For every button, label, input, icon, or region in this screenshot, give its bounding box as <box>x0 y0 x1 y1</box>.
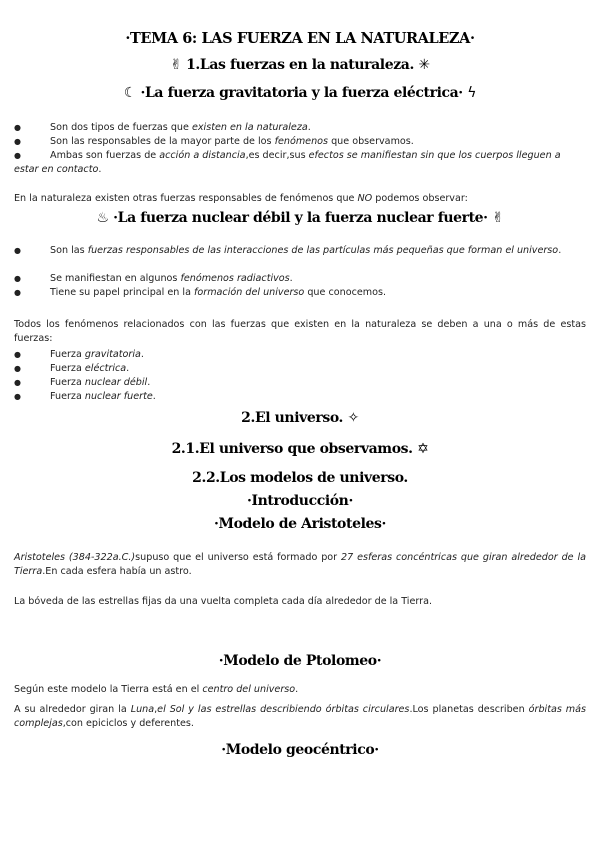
ptolomeo-heading: ·Modelo de Ptolomeo· <box>218 653 382 669</box>
paragraph: Aristoteles (384-322a.C.)supuso que el universo está formado por 27 esferas concéntricas que giran alrededor de la Tierra.En cada esfera había un astro. <box>14 552 586 577</box>
sparkle-icon: ✧ <box>347 410 359 426</box>
bullet-icon: ● <box>14 123 21 132</box>
section-1-text: 1.Las fuerzas en la naturaleza. <box>186 57 414 73</box>
bullet-icon: ● <box>14 364 21 373</box>
lightning-icon: ϟ <box>467 85 477 101</box>
section-1b-heading <box>0 210 600 226</box>
bullet-icon: ● <box>14 274 21 283</box>
section-1a-heading <box>0 85 600 101</box>
section-2-1-heading <box>0 441 600 457</box>
paragraph: Todos los fenómenos relacionados con las fuerzas que existen en la naturaleza se deben a una o más de estas fuerzas: <box>14 319 586 344</box>
aristoteles-heading: ·Modelo de Aristoteles· <box>214 516 386 532</box>
section-2-heading <box>0 410 600 426</box>
document-title: ·TEMA 6: LAS FUERZA EN LA NATURALEZA· <box>125 30 475 47</box>
section-1a-text: ·La fuerza gravitatoria y la fuerza eléctrica· <box>140 85 463 101</box>
list-item: ● Son las fuerzas responsables de las interacciones de las partículas más pequeñas que forman el universo. <box>14 245 562 256</box>
star-icon: ✡ <box>417 441 429 457</box>
hot-springs-icon: ♨ <box>96 210 109 226</box>
section-1-heading <box>0 57 600 73</box>
paragraph: A su alrededor giran la Luna,el Sol y las estrellas describiendo órbitas circulares.Los planetas describen órbitas más complejas,con epiciclos y deferentes. <box>14 704 587 729</box>
asterisk-icon: ✳ <box>418 57 430 73</box>
introduccion-heading: ·Introducción· <box>247 493 353 509</box>
document-page: ·TEMA 6: LAS FUERZA EN LA NATURALEZA· ✌ 1.Las fuerzas en la naturaleza. ✳ ☾ ·La fuerza gravitatoria y la fuerza eléctrica· ϟ ● Son dos tipos de fuerzas que existen en la naturaleza. ● Son las responsables de la mayor parte de los fenómenos que observamos. ● Ambas son fuerzas de acción a distancia,es decir,sus efectos se manifiestan sin que los cuerpos lleguen a estar en contacto. En la naturaleza existen otras fuerzas responsables de fenómenos que NO podemos observar: ♨ ·La fuerza nuclear débil y la fuerza nuclear fuerte· ✌ ● Son las fuerzas responsables de las interacciones de las partículas más pequeñas que forman el universo. ● Se manifiestan en algunos fenómenos radiactivos. ● Tiene su papel principal en la formación del universo que conocemos. Todos los fenómenos relacionados con las fuerzas que existen en la naturaleza se deben a una o más de estas fuerzas: ● Fuerza gravitatoria. ● Fuerza eléctrica. ● Fuerza nuclear débil. ● Fuerza nuclear fuerte. 2.El universo. ✧ 2.1.El universo que observamos. ✡ 2.2.Los modelos de universo. ·Introducción· ·Modelo de Aristoteles· Aristoteles (384-322a.C.)supuso que el universo está formado por 27 esferas concéntricas que giran alrededor de la Tierra.En cada esfera había un astro. La bóveda de las estrellas fijas da una vuelta completa cada día alrededor de la Tierra. ·Modelo de Ptolomeo· Según este modelo la Tierra está en el centro del universo. A su alrededor giran la Luna,el Sol y las estrellas describiendo órbitas circulares.Los planetas describen órbitas más complejas,con epiciclos y deferentes. ·Modelo geocéntrico· <box>0 0 600 848</box>
bullet-icon: ● <box>14 350 21 359</box>
geocentrico-heading: ·Modelo geocéntrico· <box>221 742 379 758</box>
section-2-2-heading: 2.2.Los modelos de universo. <box>192 470 408 486</box>
section-2-text: 2.El universo. <box>241 410 343 426</box>
victory-hand-icon: ✌ <box>492 210 504 226</box>
moon-icon: ☾ <box>123 85 137 101</box>
bullet-icon: ● <box>14 378 21 387</box>
list-item: ● Ambas son fuerzas de acción a distancia,es decir,sus efectos se manifiestan sin que los cuerpos lleguen a estar en contacto. <box>14 150 561 175</box>
bullet-icon: ● <box>14 392 21 401</box>
section-2-1-text: 2.1.El universo que observamos. <box>171 441 413 457</box>
paragraph: En la naturaleza existen otras fuerzas responsables de fenómenos que NO podemos observar: <box>14 193 468 204</box>
victory-hand-icon: ✌ <box>170 57 182 73</box>
paragraph: La bóveda de las estrellas fijas da una vuelta completa cada día alrededor de la Tierra. <box>14 596 433 607</box>
bullet-icon: ● <box>14 288 21 297</box>
bullet-icon: ● <box>14 246 21 255</box>
bullet-icon: ● <box>14 151 21 160</box>
section-1b-text: ·La fuerza nuclear débil y la fuerza nuclear fuerte· <box>113 210 488 226</box>
bullet-icon: ● <box>14 137 21 146</box>
paragraph: Según este modelo la Tierra está en el centro del universo. <box>14 684 299 695</box>
